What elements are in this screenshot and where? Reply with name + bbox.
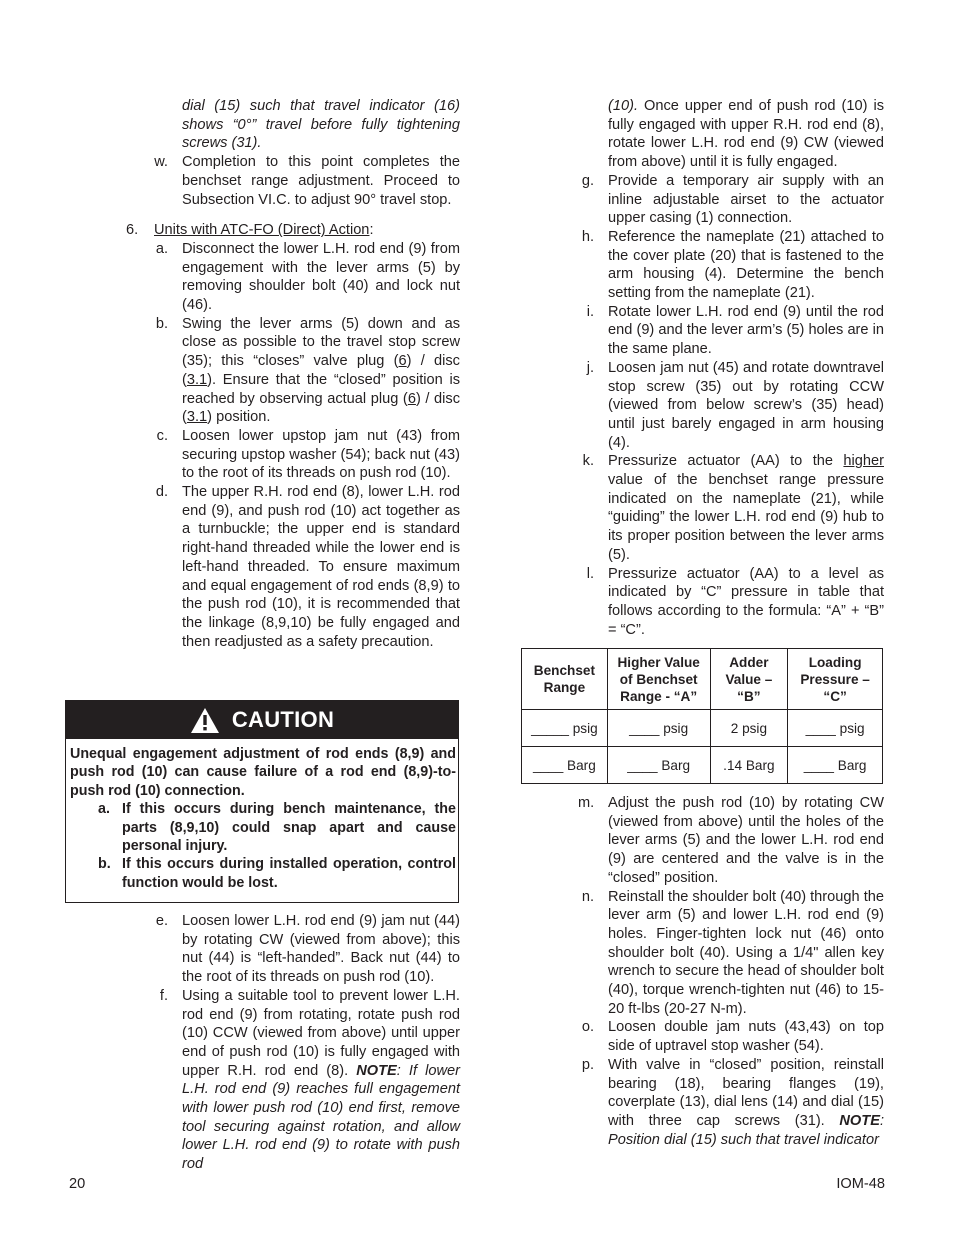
item-i: [578, 303, 884, 359]
item-letter: k.: [582, 453, 594, 470]
item-text: Adjust the push rod (10) by rotating CW (viewed from above) until the holes of the lever arms (5) and the lower L.H. rod end (9) are centered and the valve is in the “closed” position.: [608, 795, 884, 886]
table-cell: ____ Barg: [522, 747, 608, 784]
table-cell: ____ Barg: [788, 747, 883, 784]
item-text: Pressurize actuator (AA) to a level as indicated by “C” pressure in table that follows according to the formula: “A” + “B” = “C”.: [608, 565, 884, 638]
item-text: Pressurize actuator (AA) to the higher value of the benchset range pressure indicated on the nameplate (21), while “guiding” the lower L.H. rod end (9) hub to its proper position between the lever arms (5).: [608, 453, 884, 563]
caution-body: [66, 739, 458, 892]
caution-header: [66, 701, 458, 739]
item-letter: e.: [155, 913, 168, 929]
section-heading: Units with ATC-FO (Direct) Action: [154, 222, 370, 239]
item-f-continuation: (10). Once upper end of push rod (10) is fully engaged with upper R.H. rod end (8), rotate lower L.H. rod end (9) CW (viewed from above) until it is fully engaged.: [608, 98, 884, 171]
caution-title: CAUTION: [231, 707, 335, 732]
item-text: Loosen lower upstop jam nut (43) from securing upstop washer (54); back nut (43) to the root of its threads on push rod (10).: [182, 427, 460, 482]
table-row: [522, 747, 883, 784]
item-letter: h.: [581, 228, 594, 245]
caution-box: [65, 700, 459, 903]
item-letter: l.: [586, 565, 594, 582]
item-letter: f.: [159, 987, 168, 1004]
item-text: Loosen lower L.H. rod end (9) jam nut (44) by rotating CW (viewed from above); this nut (44) is “left-handed”. Back nut (44) to the root of its threads on push rod (10).: [182, 913, 460, 986]
item-m: [578, 794, 884, 888]
item-letter: b.: [155, 315, 168, 332]
item-text: With valve in “closed” position, reinstall bearing (18), bearing flanges (19), coverplate (13), dial lens (14) and dial (15) with three cap screws (31). NOTE: Position dial (15) such that travel indicator: [608, 1056, 884, 1148]
caution-item-b: b. If this occurs during installed operation, control function would be lost.: [98, 856, 456, 891]
table-row: [522, 710, 883, 747]
item-text: Rotate lower L.H. rod end (9) until the rod end (9) and the lever arm’s (5) holes are in the same plane.: [608, 303, 884, 358]
item-l: [578, 565, 884, 640]
item-v-continuation: dial (15) such that travel indicator (16) shows “0°” travel before fully tightening screws (31).: [182, 98, 460, 152]
item-letter: a.: [155, 240, 168, 257]
caution-intro: Unequal engagement adjustment of rod ends (8,9) and push rod (10) can cause failure of a rod end (8,9)-to-push rod (10) connection.: [70, 746, 456, 799]
document-id: IOM-48: [836, 1176, 885, 1192]
benchset-table: [521, 648, 883, 784]
item-text: Disconnect the lower L.H. rod end (9) from engagement with the lever arms (5) by removing shoulder bolt (40) and lock nut (46).: [182, 240, 460, 314]
item-p: [578, 1056, 884, 1150]
item-number: 6.: [126, 222, 139, 239]
header-loading-pressure: Loading Pressure – “C”: [788, 649, 883, 710]
item-letter: i.: [586, 303, 594, 320]
item-letter: n.: [581, 888, 594, 905]
item-letter: g.: [581, 172, 594, 189]
item-letter: c.: [156, 427, 168, 444]
item-g: [578, 172, 884, 228]
item-text: Reinstall the shoulder bolt (40) through the lever arm (5) and lower L.H. rod end (9) holes. Finger-tighten lock nut (46) onto shoulder bolt (40). Using a 1/4" allen key wrench to secure the head of shoulder bolt (40), torque wrench-tighten nut (46) to 15-20 ft-lbs (20-27 N-m).: [608, 888, 884, 1017]
item-j: [578, 359, 884, 453]
item-letter: j.: [586, 359, 594, 376]
item-w: [126, 153, 460, 209]
item-k: [578, 452, 884, 564]
item-letter: d.: [155, 484, 168, 501]
table-header-row: [522, 649, 883, 710]
item-text: The upper R.H. rod end (8), lower L.H. rod end (9), and push rod (10) act together as a turnbuckle; the upper end is standard right-hand threaded while the lower end is left-hand threaded. To ensure maximum and equal engagement of rod ends (8,9) to the push rod (10), it is recommended that the linkage (8,9,10) be fully engaged and then readjusted as a safety precaution.: [182, 484, 460, 650]
left-column-lower: [126, 912, 460, 1174]
header-higher-value: Higher Value of Benchset Range - “A”: [607, 649, 710, 710]
item-6-heading: 6. Units with ATC-FO (Direct) Action:: [126, 222, 374, 239]
header-adder-value: Adder Value – “B”: [710, 649, 788, 710]
item-a: [126, 240, 460, 315]
table-cell: 2 psig: [710, 710, 788, 747]
item-letter: w.: [154, 154, 168, 171]
item-o: [578, 1018, 884, 1055]
item-c: [126, 427, 460, 483]
table-cell: ____ psig: [607, 710, 710, 747]
header-benchset-range: Benchset Range: [522, 649, 608, 710]
item-letter: p.: [581, 1056, 594, 1073]
page-number: 20: [69, 1176, 86, 1192]
item-text: Swing the lever arms (5) down and as close as possible to the travel stop screw (35); this “closes” valve plug (6) / disc (3.1). Ensure that the “closed” position is reached by observing actual plug (6) / disc (3.1) position.: [182, 315, 460, 426]
table-cell: ____ Barg: [607, 747, 710, 784]
item-text: Reference the nameplate (21) attached to the cover plate (20) that is fastened to the arm housing (4). Determine the bench setting from the nameplate (21).: [608, 228, 884, 302]
right-column-lower: [578, 794, 884, 1149]
item-text: Using a suitable tool to prevent lower L.H. rod end (9) from rotating, rotate push rod (10) CCW (viewed from above) until upper end of push rod (10) is fully engaged with upper R.H. rod end (8). NOTE: If lower L.H. rod end (9) reaches full engagement with lower push rod (10) end first, remove tool securing against rotation, and allow lower L.H. rod end (9) to rotate with push rod: [182, 987, 460, 1173]
item-text: Loosen jam nut (45) and rotate downtravel stop screw (35) out by rotating CCW (viewed from below screw’s (35) head) until just barely engaged in arm housing (4).: [608, 359, 884, 451]
caution-item-a: a. If this occurs during bench maintenance, the parts (8,9,10) could snap apart and cause personal injury.: [98, 801, 456, 855]
item-n: [578, 888, 884, 1019]
item-b: [126, 315, 460, 427]
item-text: Provide a temporary air supply with an inline adjustable airset to the actuator upper casing (1) connection.: [608, 172, 884, 227]
right-column: [578, 97, 884, 639]
table-cell: .14 Barg: [710, 747, 788, 784]
left-column: [126, 97, 460, 651]
item-letter: o.: [581, 1019, 594, 1036]
item-h: [578, 228, 884, 303]
table-cell: ____ psig: [788, 710, 883, 747]
item-d: [126, 483, 460, 651]
item-text: Completion to this point completes the benchset range adjustment. Proceed to Subsection VI.C. to adjust 90° travel stop.: [182, 154, 460, 208]
item-e: [126, 912, 460, 987]
table-cell: _____ psig: [522, 710, 608, 747]
item-letter: m.: [578, 795, 595, 811]
item-text: Loosen double jam nuts (43,43) on top side of uptravel stop washer (54).: [608, 1019, 884, 1055]
warning-triangle-icon: [190, 707, 220, 734]
item-f: [126, 987, 460, 1174]
